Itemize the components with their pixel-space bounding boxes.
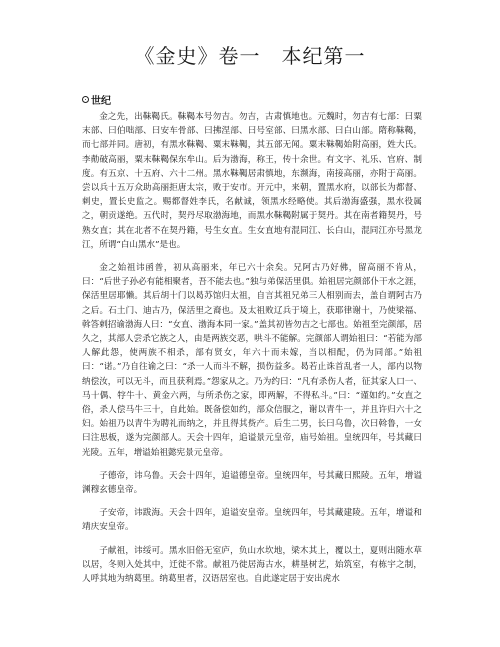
- section-heading: [82, 92, 111, 107]
- circle-bullet-icon: [82, 96, 89, 103]
- paragraph: 金之始祖讳函普，初从高丽来，年已六十余矣。兄阿古乃好佛，留高丽不肯从，曰：“后世子孙必有能相聚者，吾不能去也。”独与弟保活里俱。始祖居完颜部仆干水之涯，保活里居耶懒。其后胡十门以曷苏馆归太祖，自言其祖兄弟三人相别而去，盖自谓阿古乃之后。石土门、迪古乃，保活里之裔也。及太祖败辽兵于境上，获耶律谢十，乃使梁福、斡答剌招谕渤海人曰：“女直、渤海本同一家。”盖其初皆勿吉之七部也。始祖至完颜部，居久之，其部人尝杀它族之人，由是两族交恶，哄斗不能解。完颜部人谓始祖曰：“若能为部人解此怨，使两族不相杀，部有贤女，年六十而未嫁，当以相配，仍为同部。”始祖曰：“诺。”乃自往谕之曰：“杀一人而斗不解，损伤益多。曷若止诛首乱者一人，部内以物纳偿汝，可以无斗，而且获利焉。”怨家从之。乃为约曰：“凡有杀伤人者，征其家人口一、马十偶、牸牛十、黄金六两，与所杀伤之家，即两解，不得私斗。”曰：“谨如约。”女直之俗，杀人偿马牛三十，自此始。既备偿如约，部众信服之，谢以青牛一，并且许归六十之妇。始祖乃以青牛为聘礼而纳之，并且得其赀产。后生二男，长曰乌鲁，次曰斡鲁，一女曰注思板，遂为完颜部人。天会十四年，追谥景元皇帝，庙号始祖。皇统四年，号其藏曰光陵。五年，增谥始祖懿宪景元皇帝。: [82, 263, 422, 458]
- paragraph: 子安帝，讳跋海。天会十四年，追谥安皇帝。皇统四年，号其藏建陵。五年，增谥和靖庆安皇帝。: [82, 508, 422, 533]
- document-title: 《金史》卷一 本纪第一: [134, 44, 366, 68]
- paragraph: 金之先，出靺鞨氏。靺鞨本号勿吉。勿吉，古肃慎地也。元魏时，勿吉有七部：曰粟末部、曰伯咄部、曰安车骨部、曰拂涅部、曰号室部、曰黑水部、曰白山部。隋称靺鞨，而七部并同。唐初，有黑水靺鞨、粟末靺鞨，其五部无闻。粟末靺鞨始附高丽，姓大氏。李勣破高丽，粟末靺鞨保东牟山。后为渤海，称王，传十余世。有文字、礼乐、官府、制度。有五京、十五府、六十二州。黑水靺鞨居肃慎地，东濒海，南接高丽，亦附于高丽。尝以兵十五万众助高丽拒唐太宗，败于安市。开元中，来朝，置黑水府，以部长为都督、刺史，置长史监之。赐都督姓李氏，名献诚，领黑水经略使。其后渤海盛强，黑水役属之，朝贡遂绝。五代时，契丹尽取渤海地，而黑水靺鞨附属于契丹。其在南者籍契丹，号熟女直；其在北者不在契丹籍，号生女直。生女直地有混同江、长白山，混同江亦号黑龙江，所谓“白山黑水”是也。: [82, 112, 422, 250]
- section-heading-label: 世纪: [91, 96, 111, 107]
- document-body: [82, 110, 422, 595]
- paragraph: 子献祖，讳绥可。黑水旧俗无室庐，负山水坎地，梁木其上，覆以土，夏则出随水草以居，冬则入处其中，迁徙不常。献祖乃徙居海古水，耕垦树艺，始筑室，有栋宇之制，人呼其地为纳葛里。纳葛里者，汉语居室也。自此遂定居于安出虎水: [82, 545, 422, 585]
- paragraph: 子德帝，讳乌鲁。天会十四年，追谥德皇帝。皇统四年，号其藏曰熙陵。五年，增谥渊穆玄德皇帝。: [82, 470, 422, 496]
